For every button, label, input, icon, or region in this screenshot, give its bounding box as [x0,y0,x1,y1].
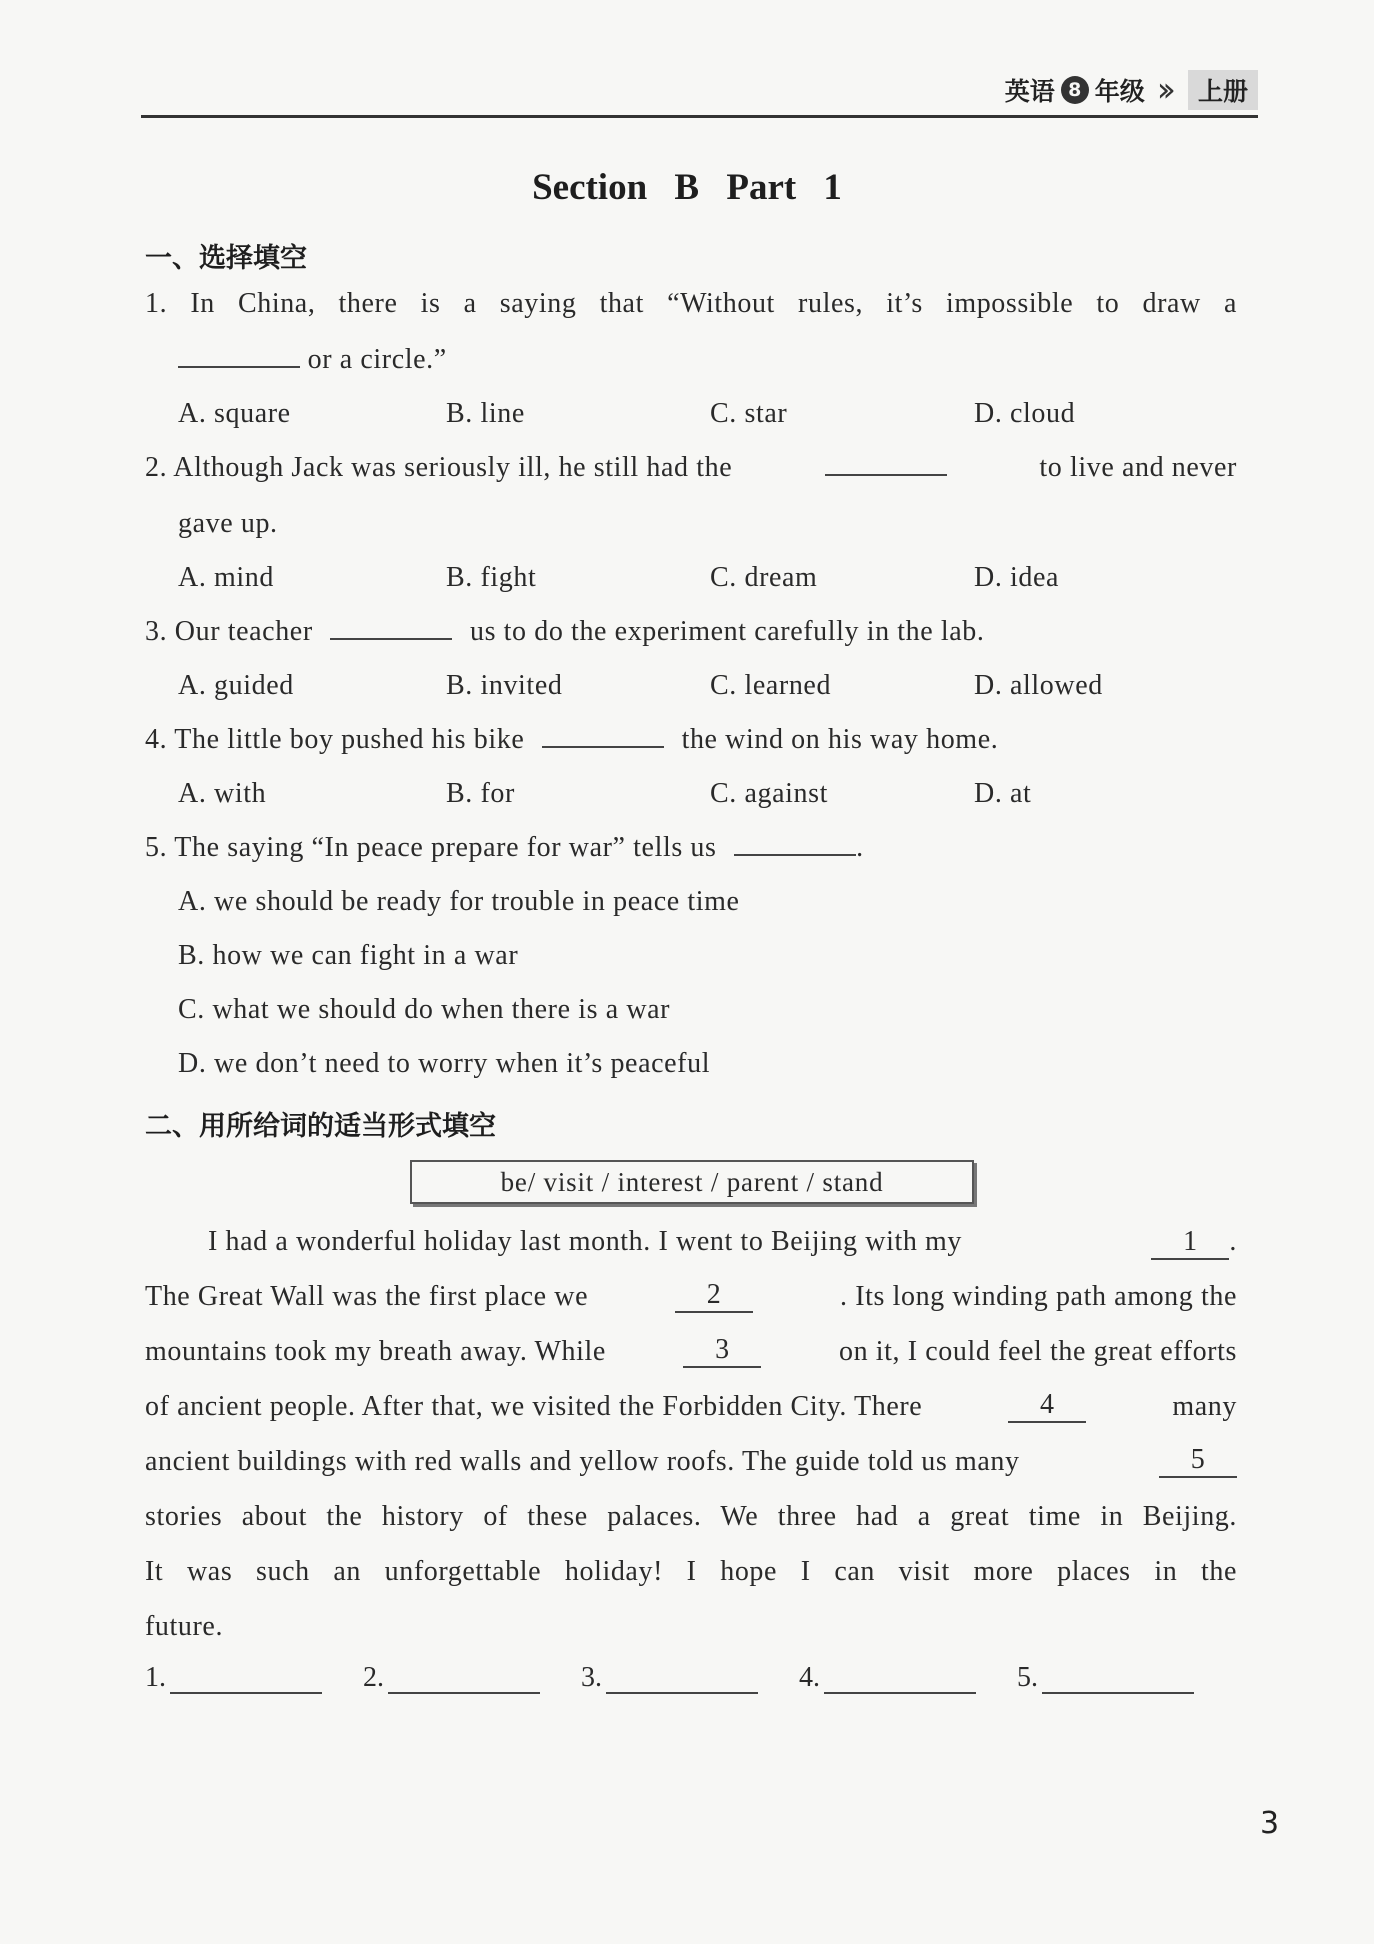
q3-option-a: A. guided [178,670,294,701]
q1-stem-line2: or a circle.” [178,344,447,376]
q4-stem: 4. The little boy pushed his bike the wind on his way home. [145,724,999,755]
passage-line-4: of ancient people. After that, we visited the Forbidden City. There 4 many [145,1389,1237,1422]
volume-label: 上册 [1188,70,1258,110]
passage-blank-4: 4 [1008,1391,1086,1423]
q5-option-d: D. we don’t need to worry when it’s peaceful [178,1048,711,1079]
double-chevron-icon: ›› [1156,70,1168,110]
q4-option-b: B. for [446,778,515,809]
answer-line-1: 1. [145,1662,322,1694]
q4-option-d: D. at [974,778,1032,809]
answer-line-4: 4. [799,1662,976,1694]
answer-blank [734,832,856,856]
answer-blank [178,344,300,368]
q2-option-c: C. dream [710,562,818,593]
q5-option-b: B. how we can fight in a war [178,940,519,971]
page-header [141,56,1258,118]
answer-blank [825,452,947,476]
q2-stem-line1: 2. Although Jack was seriously ill, he still had the to live and never [145,452,1237,483]
page-title: Section B Part 1 [532,167,842,208]
book-label [1005,70,1258,110]
q2-option-d: D. idea [974,562,1060,593]
subject-label: 英语 [1004,77,1055,106]
q3-option-c: C. learned [710,670,832,701]
q5-stem: 5. The saying “In peace prepare for war” tells us . [145,832,864,863]
q1-option-a: A. square [178,398,291,429]
q3-stem: 3. Our teacher us to do the experiment carefully in the lab. [145,616,985,647]
answer-line-2: 2. [363,1662,540,1694]
passage-blank-3: 3 [683,1336,761,1368]
q1-option-c: C. star [710,398,788,429]
page-number: 3 [1260,1806,1280,1841]
passage-line-7: It was such an unforgettable holiday! I hope I can visit more places in the [145,1556,1237,1587]
section2-heading: 二、用所给词的适当形式填空 [145,1111,496,1142]
passage-line-5: ancient buildings with red walls and yellow roofs. The guide told us many 5 [145,1446,1237,1478]
header-rule [141,115,1258,118]
passage-line-2: The Great Wall was the first place we 2 . Its long winding path among the [145,1279,1237,1312]
q2-option-a: A. mind [178,562,274,593]
passage-blank-2: 2 [675,1281,753,1313]
passage-blank-1: 1 [1151,1228,1229,1260]
q4-option-a: A. with [178,778,267,809]
q5-option-a: A. we should be ready for trouble in peace time [178,886,740,917]
q2-stem-line2: gave up. [178,508,278,539]
q3-option-b: B. invited [446,670,563,701]
word-bank-box: be/ visit / interest / parent / stand [410,1160,974,1204]
q3-option-d: D. allowed [974,670,1103,701]
answer-blank [542,724,664,748]
answer-line-3: 3. [581,1662,758,1694]
passage-line-3: mountains took my breath away. While 3 on it, I could feel the great efforts [145,1334,1237,1367]
grade-suffix: 年级 [1094,77,1145,106]
grade-badge: 8 [1061,76,1089,104]
passage-line-6: stories about the history of these palaces. We three had a great time in Beijing. [145,1501,1237,1532]
q5-option-c: C. what we should do when there is a war [178,994,671,1025]
section1-heading: 一、选择填空 [145,243,307,274]
q1-option-b: B. line [446,398,525,429]
passage-blank-5: 5 [1159,1446,1237,1478]
q1-stem-line1: 1. In China, there is a saying that “Without rules, it’s impossible to draw a [145,288,1237,319]
answer-line-5: 5. [1017,1662,1194,1694]
q2-option-b: B. fight [446,562,537,593]
answer-blank [330,616,452,640]
passage-line-8: future. [145,1611,224,1642]
q1-option-d: D. cloud [974,398,1076,429]
passage-line-1: I had a wonderful holiday last month. I went to Beijing with my 1 . [208,1226,1237,1260]
q4-option-c: C. against [710,778,828,809]
